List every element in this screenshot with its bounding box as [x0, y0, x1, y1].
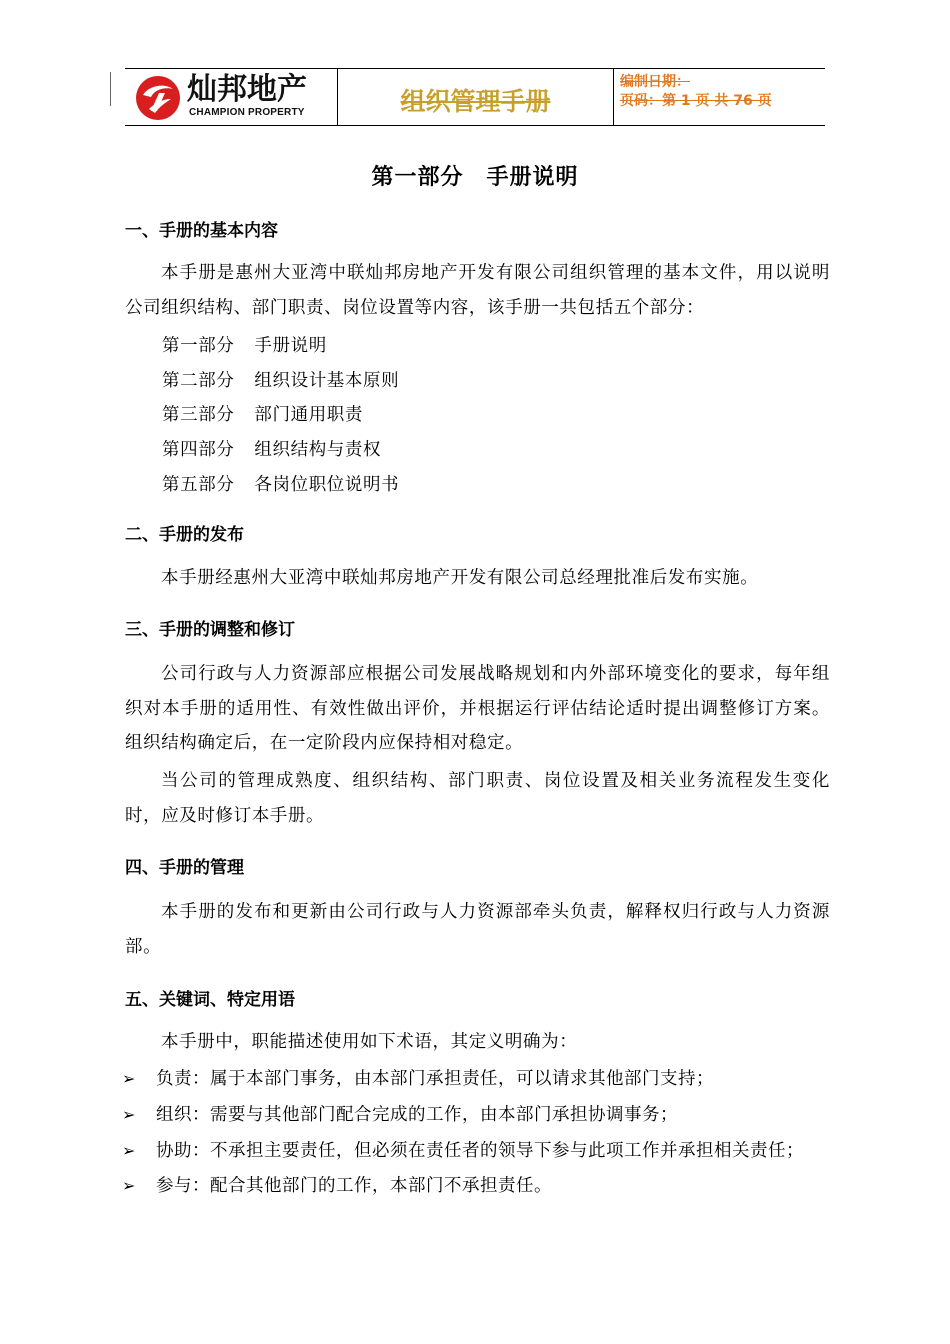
toc-item: [162, 367, 399, 392]
section-1-paragraph: 本手册是惠州大亚湾中联灿邦房地产开发有限公司组织管理的基本文件，用以说明公司组织结构、部门职责、岗位设置等内容，该手册一共包括五个部分：: [125, 263, 830, 318]
toc-part: 第三部分: [162, 405, 235, 425]
arrowhead-bullet-icon: ➢: [122, 1141, 136, 1160]
term-bullet: [122, 1137, 804, 1162]
section-heading-1: 一、手册的基本内容: [125, 221, 278, 241]
logo-english-name: CHAMPION PROPERTY: [189, 107, 305, 118]
section-5-paragraph: 本手册中，职能描述使用如下术语，其定义明确为：: [161, 1032, 578, 1052]
section-heading-3: 三、手册的调整和修订: [125, 620, 295, 640]
section-heading-4: 四、手册的管理: [125, 858, 244, 878]
header-title-cell: [337, 69, 614, 125]
arrowhead-bullet-icon: ➢: [122, 1105, 136, 1124]
toc-part: 第四部分: [162, 440, 235, 460]
toc-part: 第五部分: [162, 475, 235, 495]
toc-item: [162, 332, 327, 357]
toc-name: 部门通用职责: [254, 405, 364, 425]
arrowhead-bullet-icon: ➢: [122, 1176, 136, 1195]
term-text: 参与：配合其他部门的工作，本部门不承担责任。: [156, 1176, 552, 1196]
page-number-label: 页码：第 1 页 共 76 页: [620, 93, 772, 109]
toc-name: 组织结构与责权: [254, 440, 382, 460]
section-3-paragraph-1: 公司行政与人力资源部应根据公司发展战略规划和内外部环境变化的要求，每年组织对本手册的适用性、有效性做出评价，并根据运行评估结论适时提出调整修订方案。组织结构确定后，在一定阶段内应保持相对稳定。: [125, 664, 830, 753]
manual-title: 组织管理手册: [400, 87, 551, 116]
toc-part: 第二部分: [162, 371, 235, 391]
header-meta-cell: [612, 69, 825, 125]
margin-mark: [110, 72, 111, 106]
section-heading-2: 二、手册的发布: [125, 525, 244, 545]
term-bullet: [122, 1172, 552, 1197]
toc-part: 第一部分: [162, 336, 235, 356]
section-4-paragraph: 本手册的发布和更新由公司行政与人力资源部牵头负责，解释权归行政与人力资源部。: [125, 902, 830, 957]
term-text: 组织：需要与其他部门配合完成的工作，由本部门承担协调事务；: [156, 1105, 678, 1125]
champion-swirl-logo-icon: [135, 75, 181, 121]
company-logo: [125, 69, 337, 125]
term-text: 协助：不承担主要责任，但必须在责任者的领导下参与此项工作并承担相关责任；: [156, 1141, 804, 1161]
compile-date-label: 编制日期：: [620, 74, 690, 90]
toc-item: [162, 436, 381, 461]
toc-name: 手册说明: [254, 336, 327, 356]
section-heading-5: 五、关键词、特定用语: [125, 990, 295, 1010]
toc-name: 各岗位职位说明书: [254, 475, 400, 495]
arrowhead-bullet-icon: ➢: [122, 1069, 136, 1088]
logo-chinese-name: 灿邦地产: [187, 72, 307, 107]
page-header: [125, 68, 825, 126]
term-bullet: [122, 1065, 714, 1090]
toc-item: [162, 471, 399, 496]
section-3-paragraph-2: 当公司的管理成熟度、组织结构、部门职责、岗位设置及相关业务流程发生变化时，应及时修订本手册。: [125, 771, 830, 826]
term-text: 负责：属于本部门事务，由本部门承担责任，可以请求其他部门支持；: [156, 1069, 714, 1089]
toc-name: 组织设计基本原则: [254, 371, 400, 391]
toc-item: [162, 401, 363, 426]
section-2-paragraph: 本手册经惠州大亚湾中联灿邦房地产开发有限公司总经理批准后发布实施。: [161, 568, 759, 588]
part-title: 第一部分 手册说明: [371, 165, 579, 190]
term-bullet: [122, 1101, 678, 1126]
